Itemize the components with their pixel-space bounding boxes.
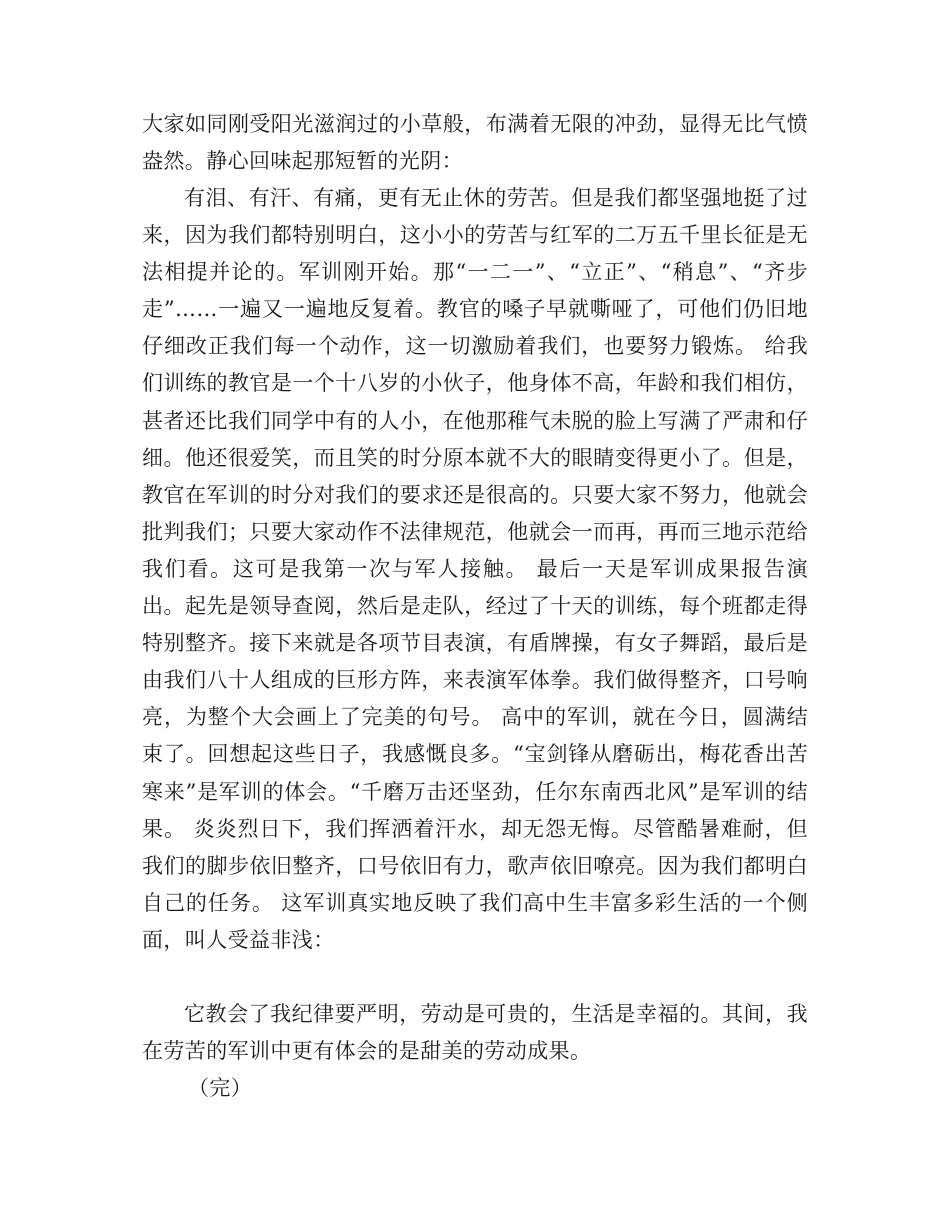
ending-mark: （完）	[188, 1076, 253, 1100]
paragraph-intro: 大家如同刚受阳光滋润过的小草般，布满着无限的冲劲，显得无比气愤盎然。静心回味起那短暂的光阴：	[142, 112, 808, 174]
paragraph-conclusion: 它教会了我纪律要严明，劳动是可贵的，生活是幸福的。其间，我在劳苦的军训中更有体会的是甜美的劳动成果。	[142, 1002, 808, 1064]
paragraph-training: 有泪、有汗、有痛，更有无止休的劳苦。但是我们都坚强地挺了过来，因为我们都特别明白，这小小的劳苦与红军的二万五千里长征是无法相提并论的。军训刚开始。那“一二一”、“立正”、“稍息”、“齐步走”……一遍又一遍地反复着。教官的嗓子早就嘶哑了，可他们仍旧地仔细改正我们每一个动作，这一切激励着我们，也要努力锻炼。 给我们训练的教官是一个十八岁的小伙子，他身体不高，年龄和我们相仿，甚者还比我们同学中有的人小，在他那稚气未脱的脸上写满了严肃和仔细。他还很爱笑，而且笑的时分原本就不大的眼睛变得更小了。但是，教官在军训的时分对我们的要求还是很高的。只要大家不努力，他就会批判我们；只要大家动作不法律规范，他就会一而再，再而三地示范给我们看。这可是我第一次与军人接触。 最后一天是军训成果报告演出。起先是领导查阅，然后是走队，经过了十天的训练，每个班都走得特别整齐。接下来就是各项节目表演，有盾牌操，有女子舞蹈，最后是由我们八十人组成的巨形方阵，来表演军体拳。我们做得整齐，口号响亮，为整个大会画上了完美的句号。 高中的军训，就在今日，圆满结束了。回想起这些日子，我感慨良多。“宝剑锋从磨砺出，梅花香出苦寒来”是军训的体会。“千磨万击还坚劲，任尔东南西北风”是军训的结果。 炎炎烈日下，我们挥洒着汗水，却无怨无悔。尽管酷暑难耐，但我们的脚步依旧整齐，口号依旧有力，歌声依旧嘹亮。因为我们都明白自己的任务。 这军训真实地反映了我们高中生丰富多彩生活的一个侧面，叫人受益非浅：	[142, 186, 808, 952]
